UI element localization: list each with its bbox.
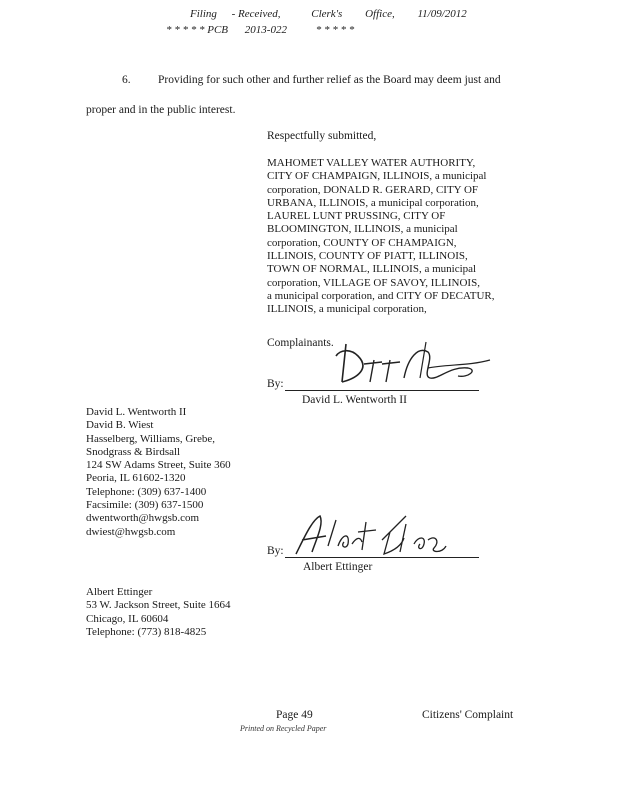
counsel-line: Telephone: (773) 818-4825: [86, 625, 207, 638]
filing-stamp-line1: [190, 8, 467, 20]
signer-name-1: David L. Wentworth II: [302, 394, 407, 406]
party-line: corporation, COUNTY OF CHAMPAIGN,: [267, 236, 457, 249]
by-label-2: By:: [267, 545, 284, 557]
party-line: corporation, DONALD R. GERARD, CITY OF: [267, 183, 479, 196]
document-title-footer: Citizens' Complaint: [422, 709, 514, 721]
counsel-line: Hasselberg, Williams, Grebe,: [86, 432, 215, 445]
recycled-paper-note: Printed on Recycled Paper: [240, 724, 327, 733]
respectfully-submitted: Respectfully submitted,: [267, 130, 377, 142]
counsel-line: Snodgrass & Birdsall: [86, 445, 181, 458]
counsel-line: Telephone: (309) 637-1400: [86, 485, 207, 498]
party-line: corporation, VILLAGE OF SAVOY, ILLINOIS,: [267, 276, 480, 289]
stamp-pcb: * * * * * PCB: [166, 24, 229, 36]
counsel-line: Peoria, IL 61602-1320: [86, 472, 186, 485]
counsel-line: Chicago, IL 60604: [86, 612, 169, 625]
party-line: ILLINOIS, a municipal corporation,: [267, 303, 427, 316]
party-line: MAHOMET VALLEY WATER AUTHORITY,: [267, 157, 476, 169]
signature-wentworth: [318, 338, 518, 388]
stamp-stars: * * * * *: [315, 24, 355, 36]
paragraph-line-1: Providing for such other and further relief as the Board may deem just and: [158, 74, 501, 86]
stamp-case-number: 2013-022: [244, 24, 287, 36]
stamp-date: 11/09/2012: [417, 8, 467, 20]
counsel-line: Albert Ettinger: [86, 586, 153, 598]
stamp-received: - Received,: [231, 8, 281, 20]
counsel-block-2: [86, 586, 231, 639]
paragraph-number: 6.: [122, 74, 131, 86]
paragraph-line-2: proper and in the public interest.: [86, 104, 236, 116]
signer-name-2: Albert Ettinger: [303, 561, 373, 573]
signature-line-2: [285, 557, 479, 558]
party-line: a municipal corporation, and CITY OF DECATUR,: [267, 289, 495, 302]
party-line: LAUREL LUNT PRUSSING, CITY OF: [267, 210, 446, 223]
complainant-parties: [267, 157, 495, 317]
counsel-line: dwiest@hwgsb.com: [86, 525, 176, 538]
stamp-office: Office,: [365, 8, 395, 20]
party-line: TOWN OF NORMAL, ILLINOIS, a municipal: [267, 263, 477, 276]
stamp-clerks: Clerk's: [311, 8, 343, 20]
complainants-label: Complainants.: [267, 337, 334, 349]
signature-ettinger: [286, 510, 466, 560]
party-line: ILLINOIS, COUNTY OF PIATT, ILLINOIS,: [267, 250, 468, 263]
counsel-line: 124 SW Adams Street, Suite 360: [86, 459, 231, 472]
by-label-1: By:: [267, 378, 284, 390]
party-line: CITY OF CHAMPAIGN, ILLINOIS, a municipal: [267, 170, 487, 183]
signature-line-1: [285, 390, 479, 391]
counsel-block-1: [86, 406, 231, 539]
page-number: Page 49: [276, 709, 313, 721]
counsel-line: David L. Wentworth II: [86, 406, 187, 418]
party-line: BLOOMINGTON, ILLINOIS, a municipal: [267, 223, 458, 236]
counsel-line: David B. Wiest: [86, 419, 154, 432]
party-line: URBANA, ILLINOIS, a municipal corporation,: [267, 196, 479, 209]
counsel-line: Facsimile: (309) 637-1500: [86, 499, 204, 512]
counsel-line: dwentworth@hwgsb.com: [86, 512, 200, 525]
filing-stamp-line2: [166, 24, 354, 36]
counsel-line: 53 W. Jackson Street, Suite 1664: [86, 599, 231, 612]
stamp-filing: Filing: [190, 8, 217, 20]
